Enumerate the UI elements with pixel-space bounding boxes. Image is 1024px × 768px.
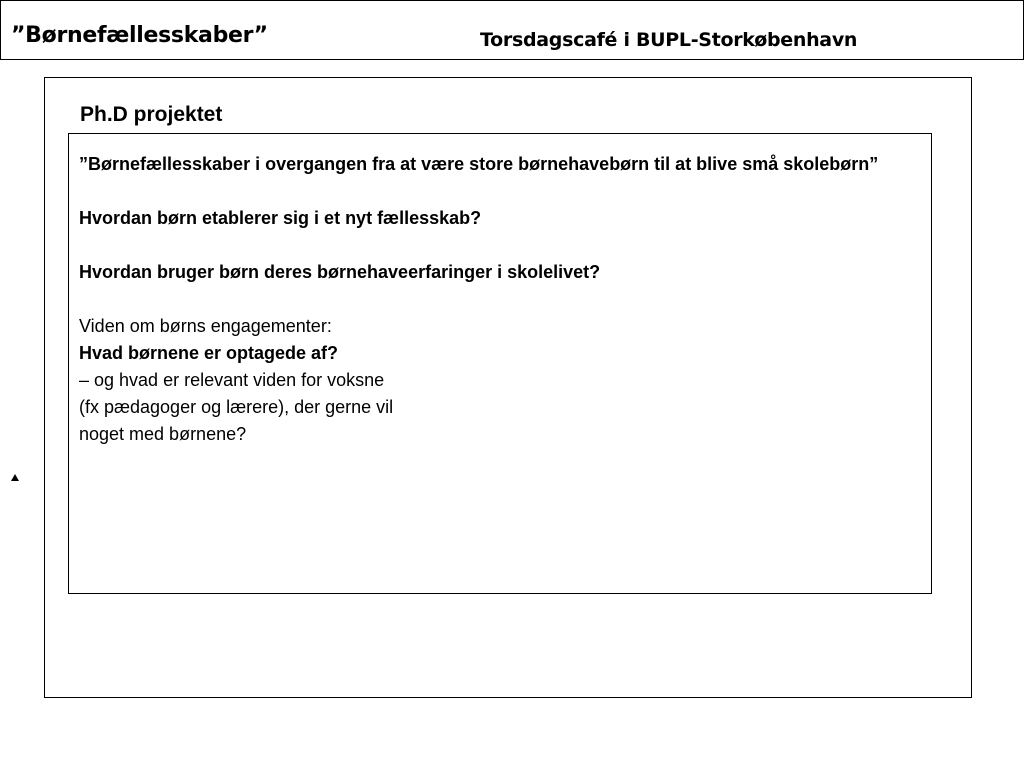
knowledge-line-1: – og hvad er relevant viden for voksne bbox=[79, 370, 385, 390]
knowledge-line-3: noget med børnene? bbox=[79, 424, 247, 444]
research-question-1: Hvordan børn etablerer sig i et nyt fællesskab? bbox=[79, 208, 482, 228]
spacer bbox=[79, 232, 924, 259]
knowledge-question: Hvad børnene er optagede af? bbox=[79, 343, 339, 363]
section-heading: Ph.D projektet bbox=[80, 103, 223, 126]
spacer bbox=[79, 178, 924, 205]
spacer bbox=[79, 286, 924, 313]
research-question-2: Hvordan bruger børn deres børnehaveerfaringer i skolelivet? bbox=[79, 262, 601, 282]
header-bar bbox=[0, 0, 1024, 60]
project-title: ”Børnefællesskaber i overgangen fra at være store børnehavebørn til at blive små skolebørn” bbox=[79, 154, 879, 174]
triangle-up-icon bbox=[11, 474, 19, 481]
header-title: ”Børnefællesskaber” bbox=[11, 23, 268, 48]
knowledge-line-2: (fx pædagoger og lærere), der gerne vil bbox=[79, 397, 394, 417]
content-text bbox=[79, 151, 924, 448]
header-subtitle: Torsdagscafé i BUPL-Storkøbenhavn bbox=[480, 29, 858, 51]
knowledge-intro: Viden om børns engagementer: bbox=[79, 316, 332, 336]
